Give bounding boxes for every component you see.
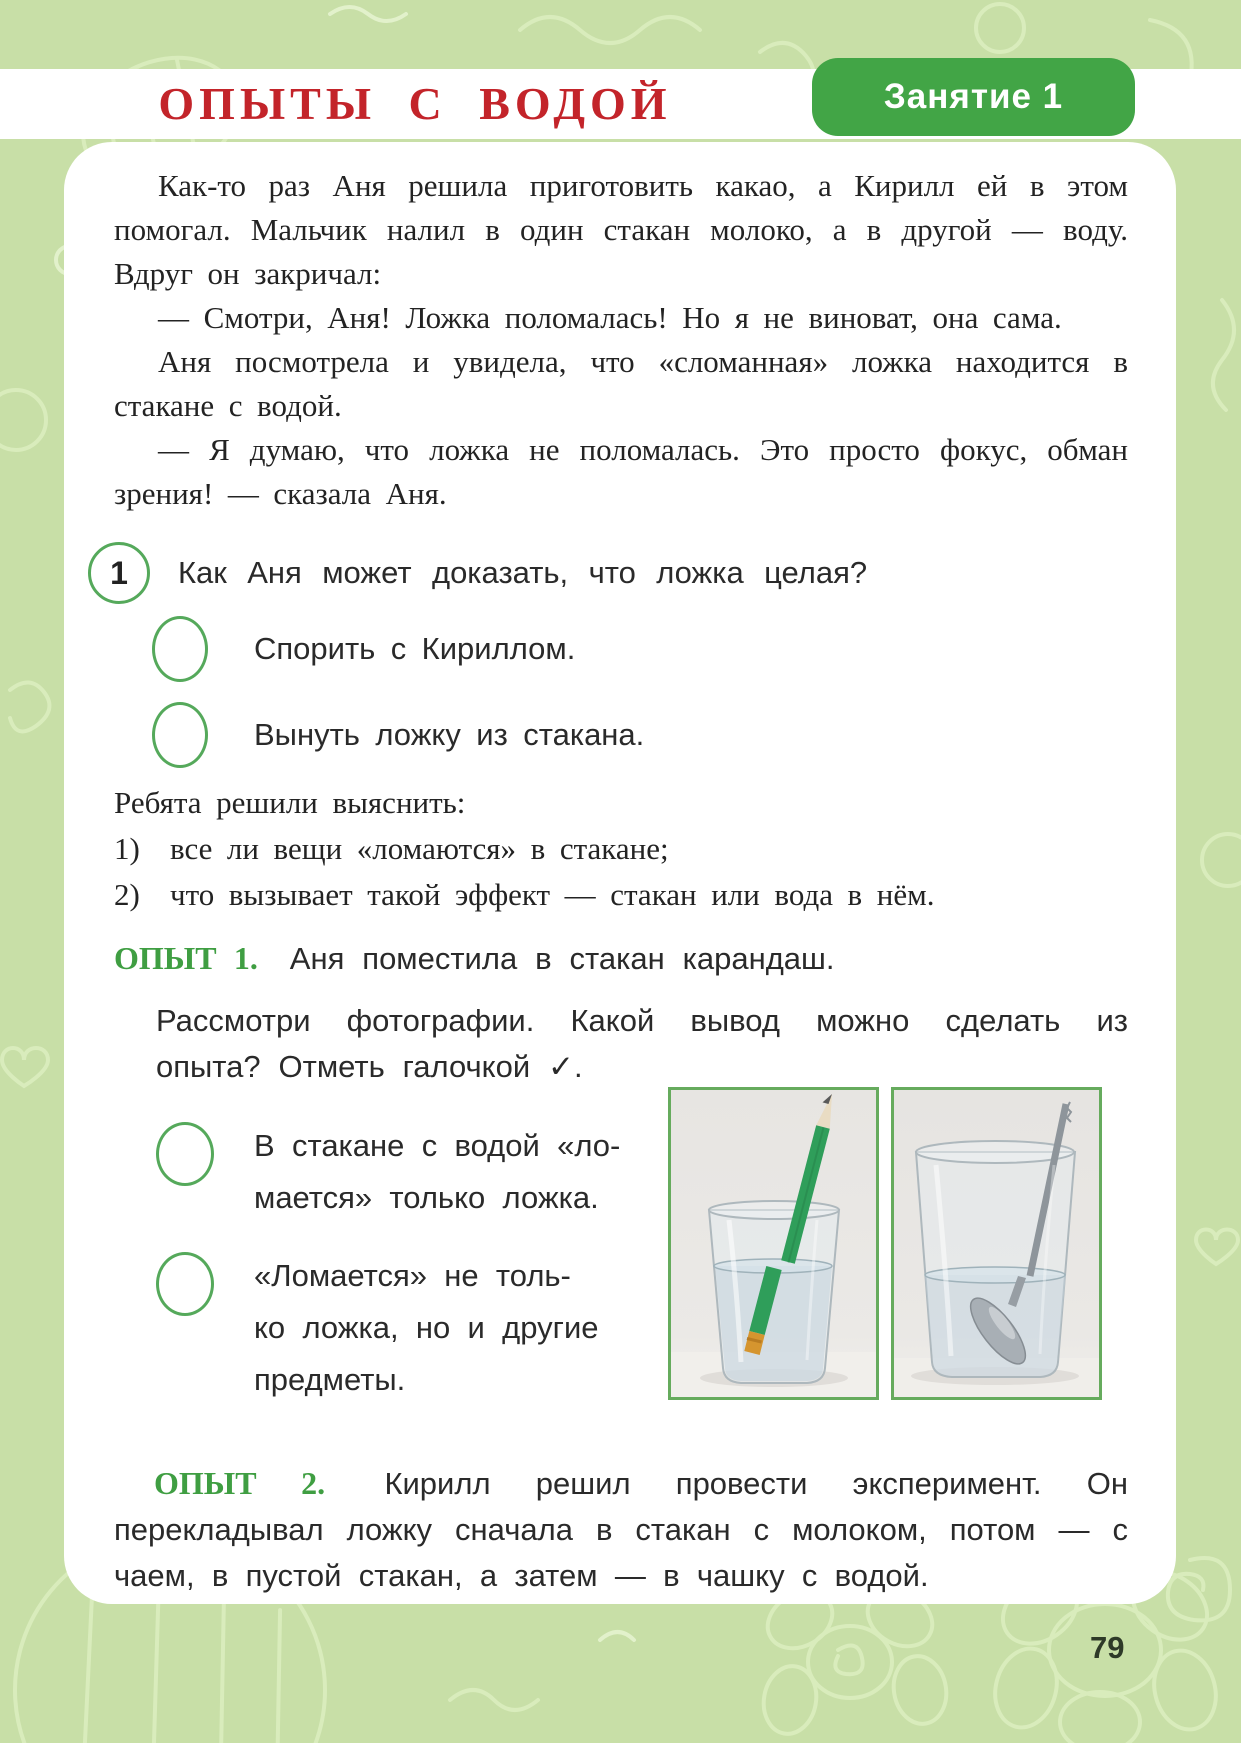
story-paragraph: — Смотри, Аня! Ложка поломалась! Но я не виноват, она сама. xyxy=(158,300,1062,335)
option-row xyxy=(156,1120,634,1224)
experiment-1-instruction: Рассмотри фотографии. Какой вывод можно сделать из опыта? Отметь галочкой ✓. xyxy=(156,1003,1128,1084)
option-line: ко ложка, но и другие xyxy=(254,1310,599,1345)
experiment-2-text: Кирилл решил провести эксперимент. Он перекладывал ложку сначала в стакан с молоком, потом — с чаем, в пустой стакан, а затем — в чашку с водой. xyxy=(114,1466,1129,1593)
option-label: Спорить с Кириллом. xyxy=(254,631,576,666)
story-paragraph: Аня посмотрела и увидела, что «сломанная» ложка находится в стакане с водой. xyxy=(114,344,1128,423)
page-number: 79 xyxy=(1090,1630,1125,1665)
option-row xyxy=(152,616,644,682)
findout-list xyxy=(114,780,1128,918)
findout-item-marker: 1) xyxy=(114,831,140,866)
question-1-number-badge: 1 xyxy=(88,542,150,604)
experiment-1-intro: Аня поместила в стакан карандаш. xyxy=(289,941,835,976)
option-label xyxy=(254,1250,599,1406)
question-1-options xyxy=(152,616,644,788)
content-card xyxy=(64,142,1176,1604)
option-line: В стакане с водой «ло- xyxy=(254,1128,621,1163)
answer-circle[interactable] xyxy=(152,702,208,768)
lesson-badge-label: Занятие 1 xyxy=(883,77,1064,116)
question-1-text: Как Аня может доказать, что ложка целая? xyxy=(178,555,868,590)
photo-pencil-in-glass xyxy=(668,1087,879,1400)
findout-item-marker: 2) xyxy=(114,877,140,912)
lesson-badge xyxy=(812,58,1135,136)
findout-item xyxy=(114,826,1128,872)
experiment-2-label: ОПЫТ 2. xyxy=(154,1465,326,1501)
findout-intro: Ребята решили выяснить: xyxy=(114,785,466,820)
story-text xyxy=(114,164,1128,516)
findout-item-text: все ли вещи «ломаются» в стакане; xyxy=(170,831,669,866)
option-line: мается» только ложка. xyxy=(254,1180,599,1215)
question-1 xyxy=(88,542,867,604)
answer-circle[interactable] xyxy=(156,1252,214,1316)
option-label: Вынуть ложку из стакана. xyxy=(254,717,645,752)
experiment-1-heading xyxy=(114,940,1128,977)
experiment-1-options xyxy=(156,1120,634,1432)
answer-circle[interactable] xyxy=(152,616,208,682)
experiment-2-paragraph xyxy=(114,1460,1128,1599)
story-paragraph: — Я думаю, что ложка не поломалась. Это просто фокус, обман зрения! — сказала Аня. xyxy=(114,432,1128,511)
option-row xyxy=(156,1250,634,1406)
photo-spoon-in-glass xyxy=(891,1087,1102,1400)
experiment-1-label: ОПЫТ 1. xyxy=(114,940,258,976)
option-label xyxy=(254,1120,620,1224)
answer-circle[interactable] xyxy=(156,1122,214,1186)
option-line: «Ломается» не толь- xyxy=(254,1258,571,1293)
experiment-1-photos xyxy=(668,1087,1102,1400)
page-title: ОПЫТЫ С ВОДОЙ xyxy=(158,78,672,129)
story-paragraph: Как-то раз Аня решила приготовить какао, а Кирилл ей в этом помогал. Мальчик налил в один стакан молоко, а в другой — воду. Вдруг он закричал: xyxy=(114,168,1128,291)
option-row xyxy=(152,702,644,768)
findout-item xyxy=(114,872,1128,918)
option-line: предметы. xyxy=(254,1362,406,1397)
findout-item-text: что вызывает такой эффект — стакан или вода в нём. xyxy=(170,877,935,912)
